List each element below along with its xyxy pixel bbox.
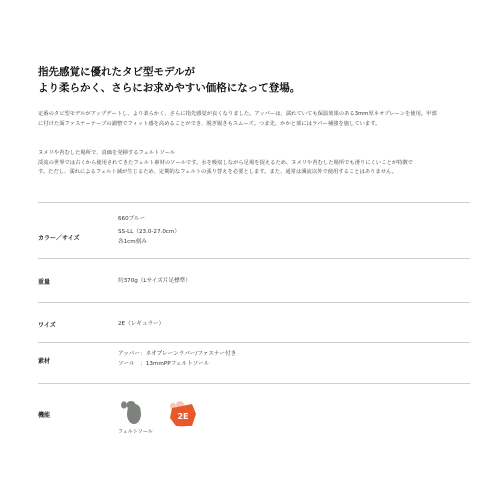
width-2e-icon [166,400,198,428]
spec-label-features: 機能 [38,412,51,419]
spec-label-weight: 重量 [38,279,51,286]
felt-note-line: ヌメリや苔むした場所で、真価を発揮するフェルトソール [38,150,176,156]
spec-label-color-size: カラー／サイズ [38,235,80,242]
felt-note-line: 渓流の世界では古くから使用されてきたフェルト素材のソールです。水を吸収しながら足場を捉えるため、ヌメリや苔むした場所でも滑りにくいことが特徴で [38,159,413,166]
spec-label-material: 素材 [38,358,51,365]
spec-divider [38,258,470,259]
spec-value-line: SS-LL（23.0-27.0cm） [118,229,180,235]
headline-line-2: より柔らかく、さらにお求めやすい価格になって登場。 [38,82,301,94]
spec-divider [38,302,470,303]
spec-divider [38,342,470,343]
spec-divider [38,202,470,203]
description-line: 定番のタビ型モデルがアップデートし、より柔らかく、さらに指先感覚が良くなりました。アッパーは、濡れていても保温効果のある3mm厚ネオプレーンを使用。甲部 [38,111,437,117]
spec-value-line: 各1cm刻み [118,239,147,245]
description-line: に付けた面ファスナーテープの調整でフィット感を高めることができ、脱ぎ履きもスムーズ。つま先、かかと部にはラバー補強を施しています。 [38,120,381,127]
spec-value-material [118,349,236,369]
spec-value-line: 2E（レギュラー） [118,321,165,327]
spec-label-width: ワイズ [38,322,56,329]
spec-divider [38,383,470,384]
felt-sole-icon [118,400,148,428]
spec-value-line: 約370g（Lサイズ片足標準） [118,278,191,284]
product-description [38,110,478,129]
product-headline [38,64,478,96]
headline-line-1: 指先感覚に優れたタビ型モデルが [38,66,195,78]
spec-value-width [118,319,164,329]
spec-value-line: アッパー：ネオプレーンラバー/ファスナー付き [118,351,237,357]
spec-value-color-size [118,214,180,247]
width-badge-text: 2E [177,412,189,421]
felt-sole-caption: フェルトソール [118,429,153,435]
felt-note-line: す。ただし、濡れによるフェルト減が生じるため、定期的なフェルトの張り替えを必要とします。また、通常は溪流以外で使用することはありません。 [38,169,397,175]
felt-sole-note [38,149,478,178]
spec-value-line: ソール ：13mmPPフェルトソール [118,361,210,367]
spec-value-weight [118,276,191,286]
spec-value-line: 660ブルー [118,216,146,222]
